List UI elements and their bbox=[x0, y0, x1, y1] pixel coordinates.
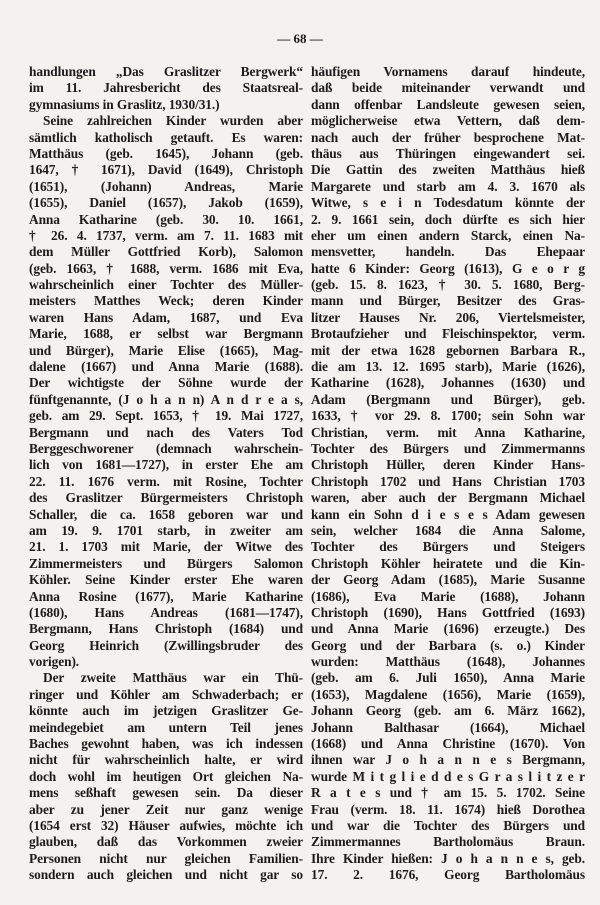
text-line: Zimmermeisters und Bürgers Salomon bbox=[29, 555, 303, 571]
text-line: der Georg Adam (1685), Marie Susanne bbox=[311, 572, 585, 588]
text-line: und Bürger), Marie Elise (1665), Mag- bbox=[29, 342, 303, 358]
text-line: 1633, † vor 29. 8. 1700; sein Sohn war bbox=[311, 408, 585, 424]
text-line: wurden: Matthäus (1648), Johannes bbox=[311, 654, 585, 670]
text-line: Johann Balthasar (1664), Michael bbox=[311, 719, 585, 735]
text-line: Der zweite Matthäus war ein Thü- bbox=[43, 670, 303, 686]
text-line: und Anna Marie (1696) erzeugte.) Des bbox=[311, 621, 585, 637]
text-line: waren Hans Adam, 1687, und Eva bbox=[29, 309, 303, 325]
text-line: 21. 1. 1703 mit Marie, der Witwe des bbox=[29, 539, 303, 555]
text-line: Frau (verm. 18. 11. 1674) hieß Dorothea bbox=[311, 801, 585, 817]
text-line: (1680), Hans Andreas (1681—1747), bbox=[29, 604, 303, 620]
right-text-column bbox=[311, 64, 585, 884]
text-line: Georg Heinrich (Zwillingsbruder des bbox=[29, 637, 303, 653]
text-line: meindegebiet am untern Teil jenes bbox=[29, 719, 303, 735]
text-line: Bergmann und nach des Vaters Tod bbox=[29, 424, 303, 440]
text-line: und war die Tochter des Bürgers und bbox=[311, 817, 585, 833]
text-line: handlungen „Das Graslitzer Bergwerk“ bbox=[29, 64, 303, 79]
text-line: 22. 11. 1676 verm. mit Rosine, Tochter bbox=[29, 473, 303, 489]
text-line: (1654 erst 32) Häuser aufwies, möchte ich bbox=[29, 817, 303, 833]
text-line: Adam (Bergmann und Bürger), geb. bbox=[311, 391, 585, 407]
text-line: hatte 6 Kinder: Georg (1613), G e o r g bbox=[311, 260, 585, 276]
text-line: mens seßhaft gewesen sein. Da dieser bbox=[29, 785, 303, 801]
text-line: 17. 2. 1676, Georg Bartholomäus bbox=[311, 867, 585, 883]
text-line: Johann Georg (geb. am 6. März 1662), bbox=[311, 703, 585, 719]
text-line: Berggeschworener (demnach wahrschein- bbox=[29, 440, 303, 456]
text-line: Christoph (1690), Hans Gottfried (1693) bbox=[311, 604, 585, 620]
text-line: Baches gewohnt haben, was ich indessen bbox=[29, 736, 303, 752]
text-line: nach auch der früher besprochene Mat- bbox=[311, 129, 585, 145]
text-line: Katharine (1628), Johannes (1630) und bbox=[311, 375, 585, 391]
text-line: Der wichtigste der Söhne wurde der bbox=[29, 375, 303, 391]
text-line: ringer und Köhler am Schwaderbach; er bbox=[29, 686, 303, 702]
text-line: Christoph Hüller, deren Kinder Hans- bbox=[311, 457, 585, 473]
text-line: fünftgenannte, (J o h a n n) A n d r e a s, bbox=[29, 391, 303, 407]
text-line: wahrscheinlich einer Tochter des Müller- bbox=[29, 277, 303, 293]
text-line: aber zu jener Zeit nur ganz wenige bbox=[29, 801, 303, 817]
text-line: (geb. am 6. Juli 1650), Anna Marie bbox=[311, 670, 585, 686]
text-line: dalene (1667) und Anna Marie (1688). bbox=[29, 359, 303, 375]
text-line: Personen nicht nur gleichen Familien- bbox=[29, 850, 303, 866]
text-line: wurde M i t g l i e d d e s G r a s l i t z e r bbox=[311, 768, 585, 784]
text-line: kann ein Sohn d i e s e s Adam gewesen bbox=[311, 506, 585, 522]
text-line: Bergmann, Hans Christoph (1684) und bbox=[29, 621, 303, 637]
text-line: Witwe, s e i n Todesdatum könnte der bbox=[311, 195, 585, 211]
text-line: doch wohl im heutigen Ort gleichen Na- bbox=[29, 768, 303, 784]
text-line: Christoph 1702 und Hans Christian 1703 bbox=[311, 473, 585, 489]
text-line: R a t e s und † am 15. 5. 1702. Seine bbox=[311, 785, 585, 801]
text-line: Matthäus (geb. 1645), Johann (geb. bbox=[29, 145, 303, 161]
text-line: thäus aus Thüringen eingewandert sei. bbox=[311, 145, 585, 161]
text-line: (geb. 1663, † 1688, verm. 1686 mit Eva, bbox=[29, 260, 303, 276]
text-line: häufigen Vornamens darauf hindeute, bbox=[311, 64, 585, 79]
text-line: Seine zahlreichen Kinder wurden aber bbox=[43, 113, 303, 129]
text-line: geb. am 29. Sept. 1653, † 19. Mai 1727, bbox=[29, 408, 303, 424]
text-line: Ihre Kinder hießen: J o h a n n e s, geb. bbox=[311, 850, 585, 866]
text-line: glauben, daß das Vorkommen zweier bbox=[29, 834, 303, 850]
text-line: Christoph Köhler heiratete und die Kin- bbox=[311, 555, 585, 571]
text-line: litzer Hauses Nr. 206, Viertelsmeister, bbox=[311, 309, 585, 325]
text-line: dann offenbar Landsleute gewesen seien, bbox=[311, 96, 585, 112]
text-line: Tochter des Bürgers und Steigers bbox=[311, 539, 585, 555]
text-line: Anna Katharine (geb. 30. 10. 1661, bbox=[29, 211, 303, 227]
text-line: (1655), Daniel (1657), Jakob (1659), bbox=[29, 195, 303, 211]
text-line: daß beide miteinander verwandt und bbox=[311, 80, 585, 96]
text-line: mit der etwa 1628 gebornen Barbara R., bbox=[311, 342, 585, 358]
text-line: die am 13. 12. 1695 starb), Marie (1626), bbox=[311, 359, 585, 375]
text-line: könnte auch im jetzigen Graslitzer Ge- bbox=[29, 703, 303, 719]
text-line: mensvetter, handeln. Das Ehepaar bbox=[311, 244, 585, 260]
text-line: † 26. 4. 1737, verm. am 7. 11. 1683 mit bbox=[29, 227, 303, 243]
text-line: (1668) und Anna Christine (1670). Von bbox=[311, 736, 585, 752]
text-line: nicht für wahrscheinlich halte, er wird bbox=[29, 752, 303, 768]
text-line: 2. 9. 1661 sein, doch dürfte es sich hier bbox=[311, 211, 585, 227]
text-line: Schaller, die ca. 1658 geboren war und bbox=[29, 506, 303, 522]
text-line: im 11. Jahresbericht des Staatsreal- bbox=[29, 80, 303, 96]
text-line: Christian, verm. mit Anna Katharine, bbox=[311, 424, 585, 440]
text-line: Margarete und starb am 4. 3. 1670 als bbox=[311, 178, 585, 194]
text-line: meisters Matthes Weck; deren Kinder bbox=[29, 293, 303, 309]
text-line: waren, aber auch der Bergmann Michael bbox=[311, 490, 585, 506]
text-line: sein, welcher 1684 die Anna Salome, bbox=[311, 522, 585, 538]
text-line: mann und Bürger, Besitzer des Gras- bbox=[311, 293, 585, 309]
text-line: Georg und der Barbara (s. o.) Kinder bbox=[311, 637, 585, 653]
text-line: des Graslitzer Bürgermeisters Christoph bbox=[29, 490, 303, 506]
text-line: (geb. 15. 8. 1623, † 30. 5. 1680, Berg- bbox=[311, 277, 585, 293]
text-line: Anna Rosine (1677), Marie Katharine bbox=[29, 588, 303, 604]
text-line: sondern auch gleichen und nicht gar so bbox=[29, 867, 303, 883]
text-line: Tochter des Bürgers und Zimmermanns bbox=[311, 440, 585, 456]
text-line: vorigen). bbox=[29, 654, 80, 670]
text-line: lich von 1681—1727), in erster Ehe am bbox=[29, 457, 303, 473]
text-line: sämtlich katholisch getauft. Es waren: bbox=[29, 129, 303, 145]
text-line: Brotaufzieher und Fleischinspektor, verm. bbox=[311, 326, 585, 342]
text-line: (1651), (Johann) Andreas, Marie bbox=[29, 178, 303, 194]
text-line: eher um einen andern Starck, einen Na- bbox=[311, 227, 585, 243]
text-line: Zimmermannes Bartholomäus Braun. bbox=[311, 834, 585, 850]
text-line: möglicherweise etwa Vettern, daß dem- bbox=[311, 113, 585, 129]
text-line: ihnen war J o h a n n e s Bergmann, bbox=[311, 752, 585, 768]
text-line: Köhler. Seine Kinder erster Ehe waren bbox=[29, 572, 303, 588]
text-line: Marie, 1688, er selbst war Bergmann bbox=[29, 326, 303, 342]
text-line: 1647, † 1671), David (1649), Christoph bbox=[29, 162, 303, 178]
left-text-column bbox=[29, 64, 303, 884]
text-line: dem Müller Gottfried Korb), Salomon bbox=[29, 244, 303, 260]
text-line: gymnasiums in Graslitz, 1930/31.) bbox=[29, 96, 220, 112]
page-number: — 68 — bbox=[277, 31, 323, 46]
text-line: (1653), Magdalene (1656), Marie (1659), bbox=[311, 686, 585, 702]
text-line: am 19. 9. 1701 starb, in zweiter am bbox=[29, 522, 303, 538]
text-line: (1686), Eva Marie (1688), Johann bbox=[311, 588, 585, 604]
text-line: Die Gattin des zweiten Matthäus hieß bbox=[311, 162, 585, 178]
